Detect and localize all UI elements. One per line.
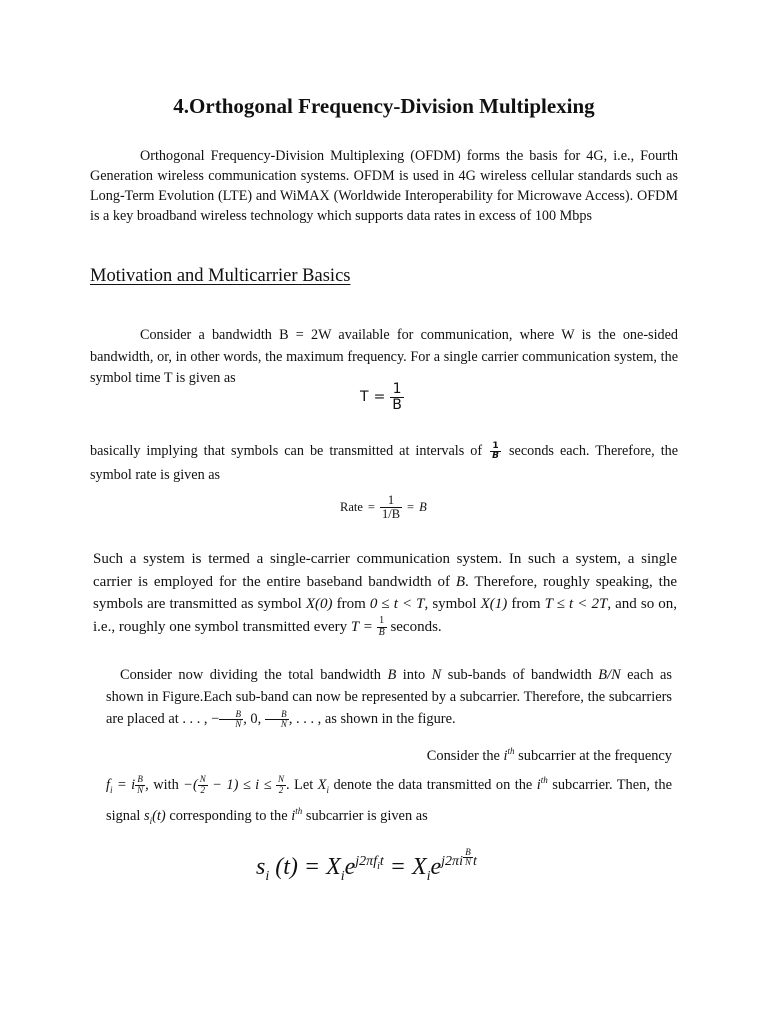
p4-math-zero: , 0,: [243, 711, 262, 727]
p3-math-range0: 0 ≤ t < T: [369, 596, 425, 612]
symbol-time-equation: T = $\frac{1}{B}$: [360, 381, 402, 413]
eq2-denominator: 1/B: [381, 507, 401, 522]
p5-math-xi: $X_i$: [317, 776, 329, 795]
p4-text: Consider now dividing the total bandwidth: [120, 667, 382, 683]
eq3-rendered: $s_i$ $(t) = X_ie^{j2\pi f_it} = X_ie^{j2\pi i \frac{B}{N} t}$: [256, 847, 477, 885]
p3-math-b: B: [455, 573, 466, 590]
p3-math-t-eq: T =: [350, 618, 373, 635]
p3-text: seconds.: [390, 618, 442, 635]
p3-fraction: $\frac{1}{B}$: [378, 615, 385, 638]
section-heading: Motivation and Multicarrier Basics: [90, 266, 351, 286]
p4-math-bn: B/N: [598, 667, 621, 683]
p5-text: subcarrier is given as: [305, 808, 428, 825]
p5-text: . Let: [285, 776, 314, 793]
p3-text: Such a system is termed a single-carrier communication system. In such a system, a single carrier is employed for the entire baseband bandwidth of: [93, 551, 677, 590]
p4-math-dots: . . . , −: [182, 711, 220, 727]
interval-paragraph: [90, 439, 678, 487]
p4-text: into: [402, 667, 426, 683]
intro-paragraph: Orthogonal Frequency-Division Multiplexing (OFDM) forms the basis for 4G, i.e., Fourth Generation wireless communication systems. OFDM is used in 4G wireless cellular standards such as Long-Term Evolution (LTE) and WiMAX (Worldwide Interoperability for Microwave Access). OFDM is a key broadband wireless technology which supports data rates in excess of 100 Mbps: [90, 148, 678, 224]
p3-math-x0: X(0): [305, 596, 333, 612]
signal-equation: [256, 848, 477, 885]
p5-text: Consider the: [426, 747, 500, 764]
page-title: 4.Orthogonal Frequency-Division Multiplexing: [173, 94, 595, 118]
p5-text: corresponding to the: [169, 808, 288, 825]
p5-text: denote the data transmitted on the: [333, 776, 533, 793]
p3-text: , and so on, i.e., roughly one symbol transmitted every: [93, 596, 678, 635]
p3-text: from: [336, 596, 366, 612]
p5-math-si: $s_i(t)$: [143, 808, 166, 827]
p3-text: . Therefore, roughly speaking, the symbols are transmitted as symbol: [93, 573, 678, 612]
p5-text: , with: [145, 776, 179, 793]
p4-math-n: N: [431, 667, 442, 683]
p5-text: subcarrier at the frequency: [518, 747, 672, 764]
p5-math-fi: $f_i = i$ $\frac{B}{N}$: [106, 774, 144, 795]
rate-equation: Rate = $\frac{1}{1/B}$ = B: [340, 493, 427, 522]
eq2-fraction: [380, 494, 402, 521]
p5-line-1: [106, 740, 672, 767]
eq1-denominator: B: [392, 396, 402, 413]
p5-math-ith: $i^{th}$: [503, 746, 515, 764]
p5-math-ith-3: $i^{th}$: [291, 806, 303, 825]
p3-text: from: [511, 596, 541, 612]
p4-fraction-1: $\frac{B}{N}$: [219, 710, 243, 730]
eq1-lhs: T: [360, 389, 369, 406]
eq2-label: Rate: [340, 500, 363, 515]
subband-paragraph: [106, 664, 672, 730]
p4-math-dots-2: , . . . ,: [288, 711, 322, 727]
inline-fraction-den: B: [492, 451, 499, 462]
eq1-numerator: 1: [390, 382, 404, 398]
inline-fraction: [490, 442, 501, 462]
single-carrier-paragraph: [93, 548, 677, 638]
interval-text-2: seconds each. Therefore, the symbol rate is given as: [90, 443, 679, 483]
p5-line-2: [106, 769, 672, 832]
eq2-rhs: B: [419, 500, 427, 515]
inline-fraction-num: 1: [490, 442, 501, 452]
eq1-fraction: [390, 382, 404, 412]
p4-text: as shown in the figure.: [324, 711, 456, 727]
p5-math-range: −( $\frac{N}{2}$ − 1) ≤ i ≤ $\frac{N}{2}$: [183, 774, 284, 795]
bandwidth-paragraph: Consider a bandwidth B = 2W available for communication, where W is the one-sided bandwidth, or, in other words, the maximum frequency. For a single carrier communication system, the symbol time T is given as: [90, 327, 678, 386]
p4-text: sub-bands of bandwidth: [447, 667, 592, 683]
eq2-numerator: 1: [380, 494, 402, 508]
p3-text: , symbol: [424, 596, 477, 612]
p4-text: each as shown in Figure.Each sub-band can now be represented by a subcarrier. Therefore, the subcarriers are placed at: [106, 667, 672, 727]
p3-math-range1: T ≤ t < 2T: [544, 596, 608, 612]
subcarrier-paragraph: [106, 740, 672, 832]
p5-text: subcarrier. Then, the signal: [106, 776, 672, 825]
p4-math-b: B: [387, 667, 397, 683]
interval-text-1: basically implying that symbols can be transmitted at intervals of: [90, 443, 483, 459]
p5-math-ith-2: $i^{th}$: [536, 774, 548, 793]
p4-fraction-2: $\frac{B}{N}$: [265, 710, 289, 730]
p3-math-x1: X(1): [480, 596, 508, 612]
